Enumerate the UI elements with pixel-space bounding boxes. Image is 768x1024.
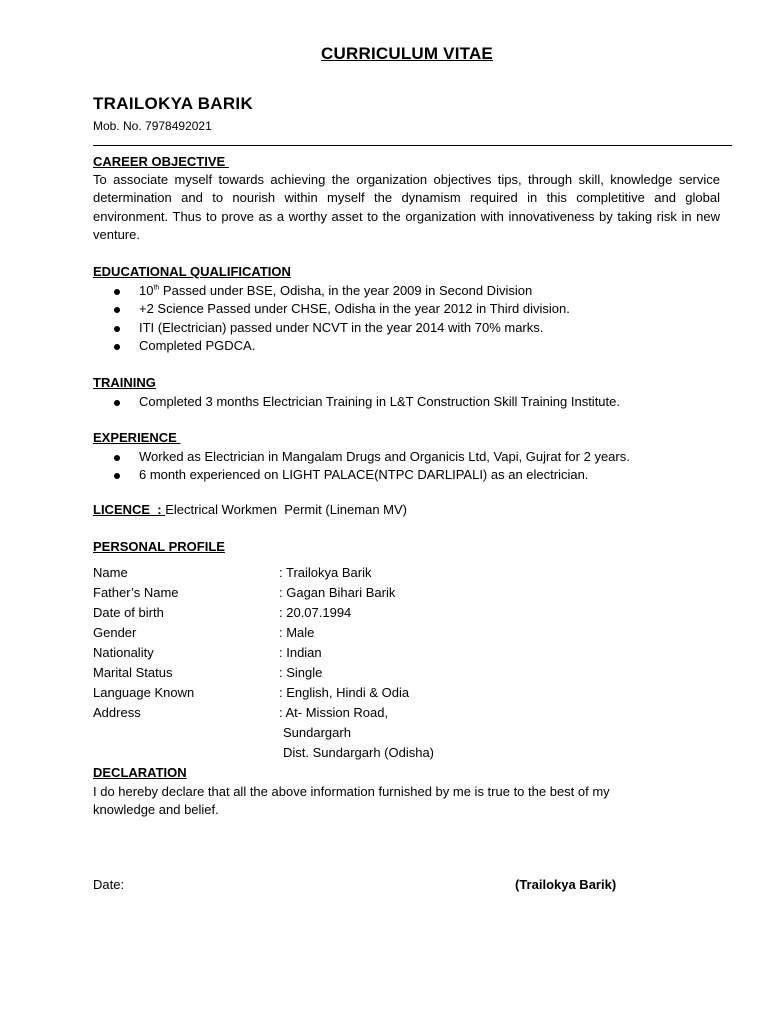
- experience-item: [93, 448, 630, 466]
- career-objective-text: To associate myself towards achieving the organization objectives tips, through skill, knowledge service determination and to nourish within myself the dynamism required in this completitive and global environment. Thus to prove as a worthy asset to the organization with innovativeness by taking risk in new venture.: [93, 172, 720, 243]
- education-item: [93, 300, 570, 318]
- training-heading: TRAINING: [93, 375, 156, 390]
- experience-item: [93, 466, 630, 484]
- profile-key: Name: [93, 565, 128, 580]
- document-title: CURRICULUM VITAE: [321, 44, 493, 63]
- address-line-3: Dist. Sundargarh (Odisha): [283, 745, 435, 760]
- education-item-number: 10: [139, 283, 154, 298]
- date-label: Date:: [93, 877, 125, 892]
- profile-key: Nationality: [93, 645, 154, 660]
- profile-value: : At- Mission Road,: [279, 705, 389, 720]
- bullet-icon: [114, 307, 120, 313]
- bullet-icon: [114, 455, 120, 461]
- training-item: [93, 393, 620, 411]
- training-list: [93, 393, 620, 411]
- experience-list: [93, 448, 630, 485]
- education-item-text: Completed PGDCA.: [139, 338, 256, 354]
- address-line-2: Sundargarh: [283, 725, 351, 740]
- bullet-icon: [114, 473, 120, 479]
- training-item-text: Completed 3 months Electrician Training in L&T Construction Skill Training Institute.: [139, 394, 620, 409]
- profile-key: Language Known: [93, 685, 195, 700]
- education-item: [93, 319, 570, 337]
- personal-profile-heading: PERSONAL PROFILE: [93, 539, 225, 554]
- profile-value: : Gagan Bihari Barik: [279, 585, 396, 600]
- education-list: [93, 282, 570, 356]
- profile-key: Date of birth: [93, 605, 164, 620]
- education-item: [93, 337, 570, 355]
- education-heading: EDUCATIONAL QUALIFICATION: [93, 264, 291, 279]
- declaration-heading: DECLARATION: [93, 765, 187, 780]
- profile-value: : English, Hindi & Odia: [279, 685, 410, 700]
- declaration-text: I do hereby declare that all the above information furnished by me is true to the best of my knowledge and belief.: [93, 784, 610, 818]
- profile-value: : Trailokya Barik: [279, 565, 372, 580]
- profile-value: : Indian: [279, 645, 322, 660]
- experience-item-text: Worked as Electrician in Mangalam Drugs and Organicis Ltd, Vapi, Gujrat for 2 years.: [139, 449, 630, 464]
- education-item: [93, 282, 570, 300]
- profile-key: Address: [93, 705, 141, 720]
- bullet-icon: [114, 344, 120, 350]
- profile-key: Marital Status: [93, 665, 173, 680]
- candidate-name: TRAILOKYA BARIK: [93, 94, 254, 113]
- profile-key: Gender: [93, 625, 137, 640]
- experience-heading: EXPERIENCE: [93, 430, 181, 445]
- header-divider: [93, 145, 732, 146]
- bullet-icon: [114, 326, 120, 332]
- profile-value: : 20.07.1994: [279, 605, 352, 620]
- profile-value: : Male: [279, 625, 315, 640]
- licence-value: Electrical Workmen Permit (Lineman MV): [165, 502, 407, 517]
- bullet-icon: [114, 289, 120, 295]
- profile-key: Father’s Name: [93, 585, 179, 600]
- mobile-number: Mob. No. 7978492021: [93, 119, 212, 133]
- education-item-superscript: th: [153, 284, 160, 292]
- education-item-text: +2 Science Passed under CHSE, Odisha in the year 2012 in Third division.: [139, 301, 570, 317]
- licence-label: LICENCE :: [93, 502, 166, 517]
- experience-item-text: 6 month experienced on LIGHT PALACE(NTPC DARLIPALI) as an electrician.: [139, 467, 589, 483]
- bullet-icon: [114, 400, 120, 406]
- profile-value: : Single: [279, 665, 323, 680]
- education-item-text: ITI (Electrician) passed under NCVT in the year 2014 with 70% marks.: [139, 319, 544, 335]
- career-objective-heading: CAREER OBJECTIVE: [93, 154, 229, 169]
- licence-line: [93, 502, 407, 517]
- signature-name: (Trailokya Barik): [515, 877, 617, 892]
- education-item-text: Passed under BSE, Odisha, in the year 2009 in Second Division: [159, 283, 533, 298]
